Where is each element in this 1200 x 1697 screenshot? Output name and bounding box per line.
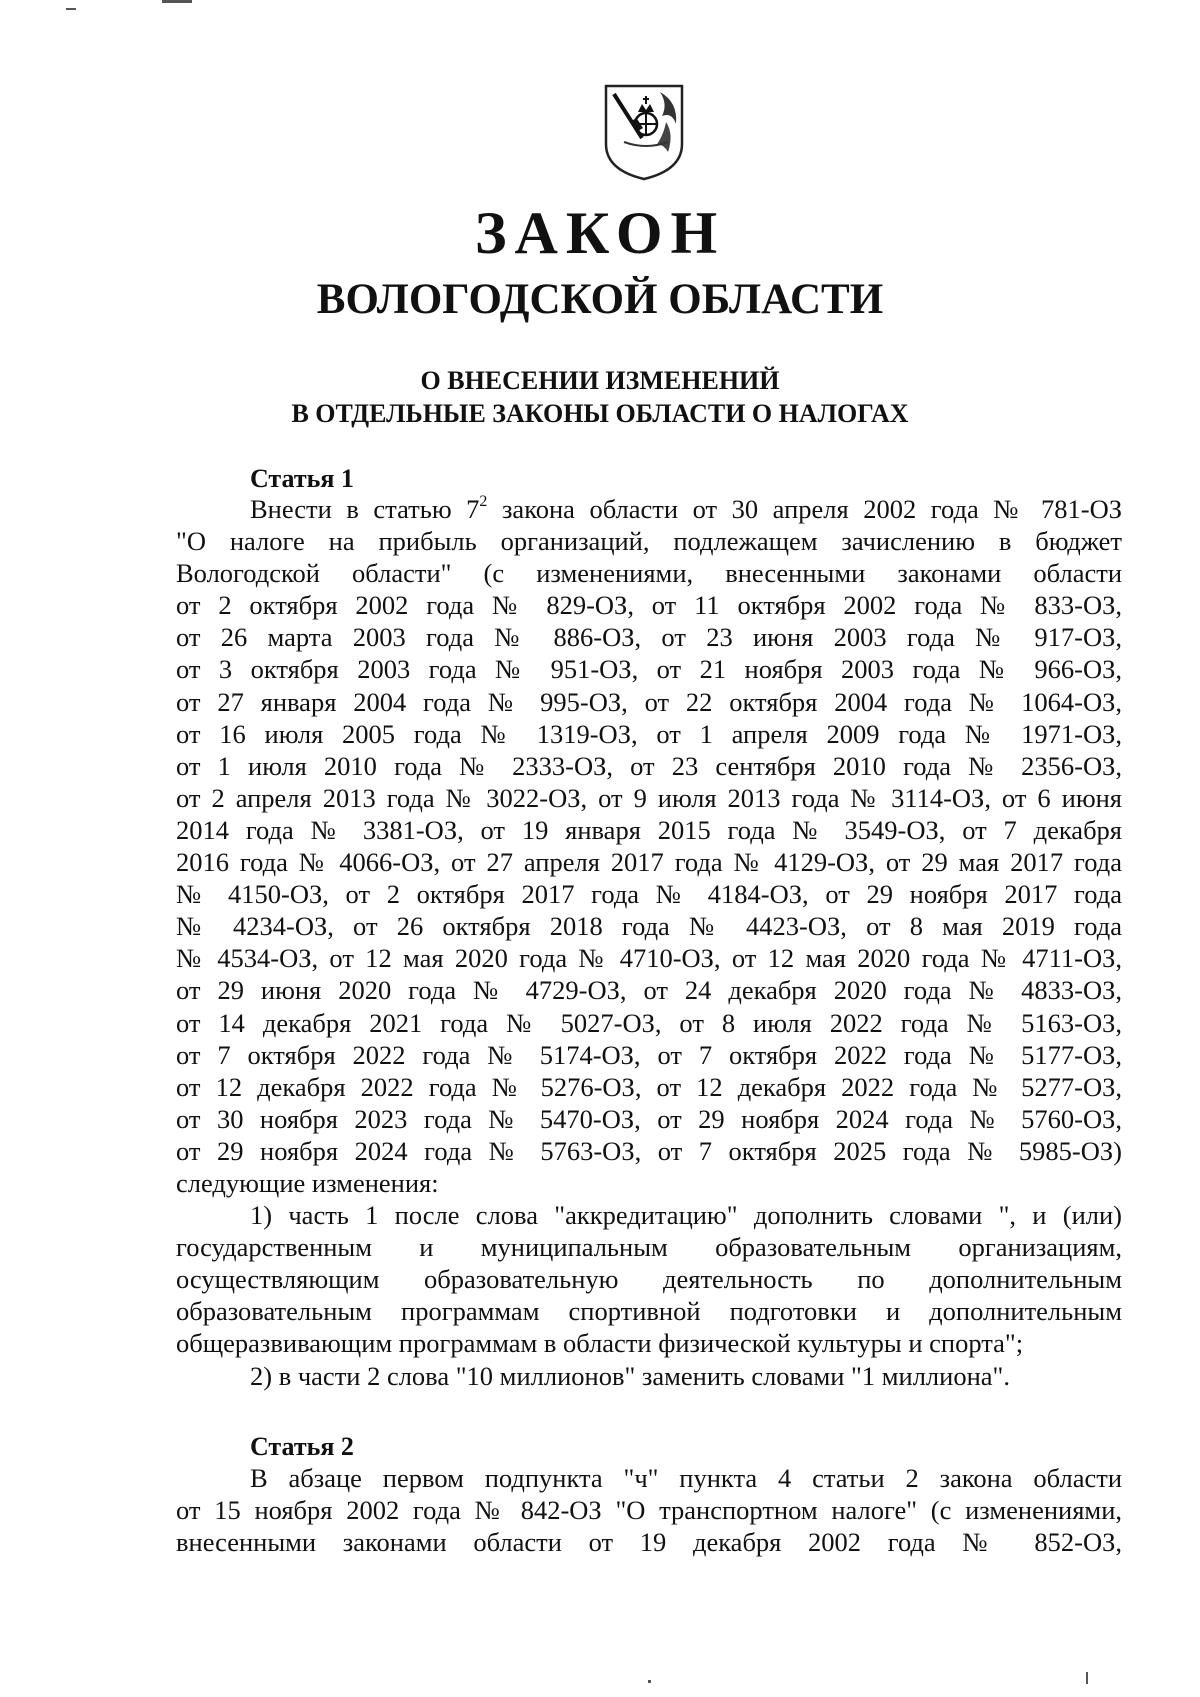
- article-1-line: 2016 года № 4066-ОЗ, от 27 апреля 2017 года № 4129-ОЗ, от 29 мая 2017 года: [176, 847, 1122, 878]
- article-1-line: от 1 июля 2010 года № 2333-ОЗ, от 23 сентября 2010 года № 2356-ОЗ,: [176, 750, 1122, 781]
- article-1-line: № 4534-ОЗ, от 12 мая 2020 года № 4710-ОЗ, от 12 мая 2020 года № 4711-ОЗ,: [176, 943, 1122, 974]
- item-2-line: 2) в части 2 слова "10 миллионов" заменить словами "1 миллиона".: [250, 1360, 1010, 1391]
- law-title: ЗАКОН: [474, 200, 726, 266]
- article-1-line: от 12 декабря 2022 года № 5276-ОЗ, от 12 декабря 2022 года № 5277-ОЗ,: [176, 1071, 1122, 1102]
- article-1-intro-rest: закона области от 30 апреля 2002 года № 781-ОЗ: [487, 494, 1123, 524]
- article-2-line: внесенными законами области от 19 декабря 2002 года № 852-ОЗ,: [176, 1527, 1122, 1558]
- region-title: ВОЛОГОДСКОЙ ОБЛАСТИ: [316, 276, 884, 323]
- article-1-line: № 4150-ОЗ, от 2 октября 2017 года № 4184-ОЗ, от 29 ноября 2017 года: [176, 879, 1122, 910]
- law-heading-line-2: В ОТДЕЛЬНЫЕ ЗАКОНЫ ОБЛАСТИ О НАЛОГАХ: [291, 399, 909, 428]
- article-1-line: от 29 июня 2020 года № 4729-ОЗ, от 24 декабря 2020 года № 4833-ОЗ,: [176, 975, 1122, 1006]
- article-1-title: Статья 1: [250, 464, 354, 493]
- article-1-intro: Внести в статью 7: [250, 494, 480, 524]
- article-1-line: № 4234-ОЗ, от 26 октября 2018 года № 4423-ОЗ, от 8 мая 2019 года: [176, 911, 1122, 942]
- article-2-line: В абзаце первом подпункта "ч" пункта 4 статьи 2 закона области: [250, 1463, 1122, 1493]
- article-1-line: от 3 октября 2003 года № 951-ОЗ, от 21 ноября 2003 года № 966-ОЗ,: [176, 654, 1122, 685]
- article-1-line: от 29 ноября 2024 года № 5763-ОЗ, от 7 октября 2025 года № 5985-ОЗ): [176, 1135, 1122, 1166]
- article-1-line: от 26 марта 2003 года № 886-ОЗ, от 23 июня 2003 года № 917-ОЗ,: [176, 622, 1122, 653]
- article-1-line: от 30 ноября 2023 года № 5470-ОЗ, от 29 ноября 2024 года № 5760-ОЗ,: [176, 1103, 1122, 1134]
- scan-speck: [648, 1680, 651, 1683]
- article-1-intro-superscript: 2: [479, 493, 488, 511]
- item-1-line: общеразвивающим программам в области физической культуры и спорта";: [176, 1328, 1024, 1359]
- article-1-line: от 14 декабря 2021 года № 5027-ОЗ, от 8 июля 2022 года № 5163-ОЗ,: [176, 1007, 1122, 1038]
- article-2-line: от 15 ноября 2002 года № 842-ОЗ "О транспортном налоге" (с изменениями,: [176, 1495, 1122, 1526]
- article-2-body: [176, 1462, 1122, 1558]
- item-1-line: осуществляющим образовательную деятельность по дополнительным: [176, 1264, 1122, 1295]
- scan-speck: [66, 8, 76, 10]
- article-1-line: от 7 октября 2022 года № 5174-ОЗ, от 7 октября 2022 года № 5177-ОЗ,: [176, 1039, 1122, 1070]
- article-1-line: "О налоге на прибыль организаций, подлежащем зачислению в бюджет: [176, 526, 1122, 557]
- article-1-line: следующие изменения:: [176, 1167, 439, 1198]
- article-1-body: [176, 493, 1122, 1392]
- article-1-line: 2014 года № 3381-ОЗ, от 19 января 2015 года № 3549-ОЗ, от 7 декабря: [176, 814, 1122, 845]
- article-1-line: от 16 июля 2005 года № 1319-ОЗ, от 1 апреля 2009 года № 1971-ОЗ,: [176, 718, 1122, 749]
- scan-speck: [1086, 1672, 1088, 1684]
- item-1-line: государственным и муниципальным образовательным организациям,: [176, 1232, 1122, 1263]
- coat-of-arms-icon: [602, 82, 686, 182]
- article-1-line: от 27 января 2004 года № 995-ОЗ, от 22 октября 2004 года № 1064-ОЗ,: [176, 686, 1122, 717]
- scan-speck: [162, 0, 192, 3]
- item-1-line: образовательным программам спортивной подготовки и дополнительным: [176, 1296, 1122, 1327]
- article-2-title: Статья 2: [250, 1432, 354, 1461]
- article-1-line: от 2 апреля 2013 года № 3022-ОЗ, от 9 июля 2013 года № 3114-ОЗ, от 6 июня: [176, 782, 1122, 813]
- item-1-line: 1) часть 1 после слова "аккредитацию" дополнить словами ", и (или): [250, 1200, 1122, 1231]
- article-1-line: от 2 октября 2002 года № 829-ОЗ, от 11 октября 2002 года № 833-ОЗ,: [176, 590, 1122, 621]
- article-1-line: Вологодской области" (с изменениями, внесенными законами области: [176, 558, 1122, 589]
- article-1-line: [176, 493, 1122, 525]
- law-heading-line-1: О ВНЕСЕНИИ ИЗМЕНЕНИЙ: [420, 366, 780, 395]
